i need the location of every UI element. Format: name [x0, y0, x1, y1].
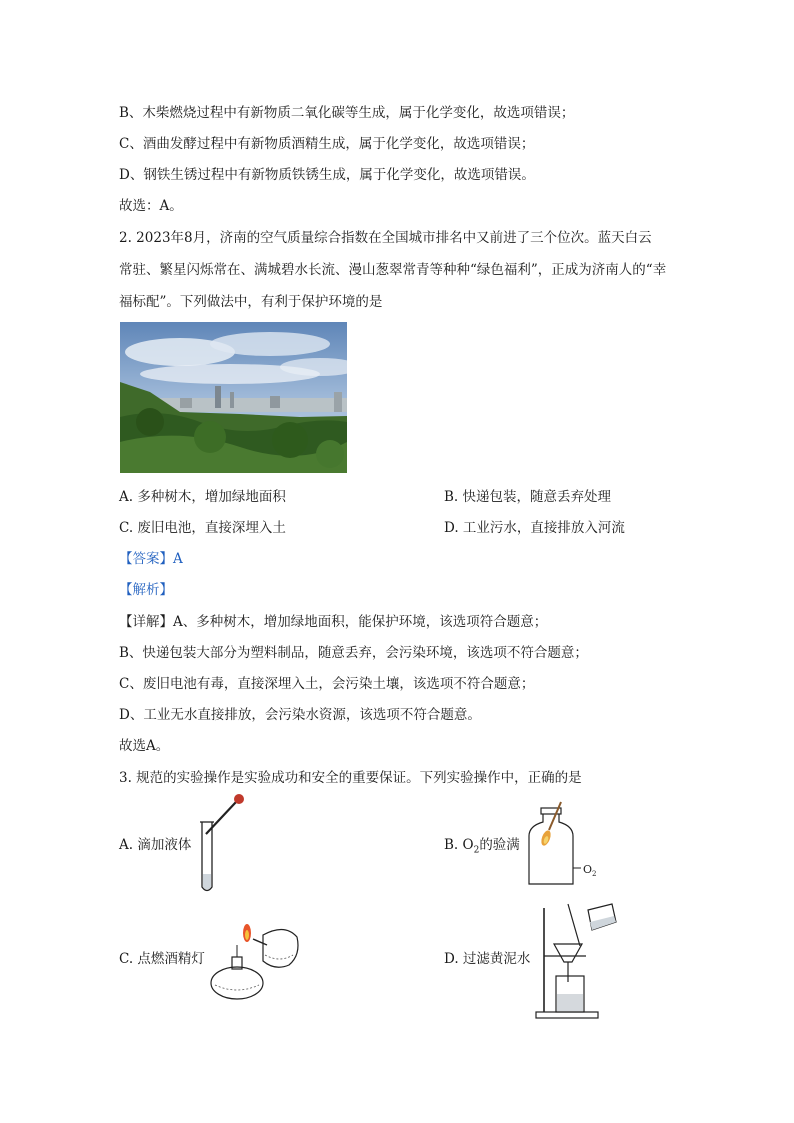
text-line: C、酒曲发酵过程中有新物质酒精生成，属于化学变化，故选项错误； — [119, 136, 535, 152]
o2-gas-bottle-figure — [525, 800, 615, 890]
city-landscape-photo — [120, 322, 347, 473]
q2-stem: 常驻、繁星闪烁常在、满城碧水长流、漫山葱翠常青等种种“绿色福利”，正成为济南人的“幸 — [119, 262, 667, 278]
q3-option-b: B. $O_2$的验满 — [444, 837, 520, 856]
detail-line: C、废旧电池有毒，直接深埋入土，会污染土壤，该选项不符合题意； — [119, 676, 535, 692]
q2-option-b: B. 快递包装，随意丢弃处理 — [444, 489, 612, 505]
o2-label: $O_2$ — [583, 863, 597, 878]
detail-line: D、工业无水直接排放，会污染水资源，该选项不符合题意。 — [119, 707, 481, 723]
q3-option-d: D. 过滤黄泥水 — [444, 951, 531, 967]
q2-stem: 福标配”。下列做法中，有利于保护环境的是 — [119, 294, 383, 310]
q2-option-c: C. 废旧电池，直接深埋入土 — [119, 520, 286, 536]
answer-label: 【答案】A — [119, 551, 183, 567]
text-line: D、钢铁生锈过程中有新物质铁锈生成，属于化学变化，故选项错误。 — [119, 167, 535, 183]
detail-line: B、快递包装大部分为塑料制品，随意丢弃，会污染环境，该选项不符合题意； — [119, 645, 588, 661]
q2-option-a: A. 多种树木，增加绿地面积 — [119, 489, 286, 505]
dropper-test-tube-figure — [190, 792, 250, 897]
text-line: 故选：A。 — [119, 198, 183, 214]
detail-line: 【详解】A、多种树木，增加绿地面积，能保护环境，该选项符合题意； — [119, 614, 548, 630]
q3-stem: 3. 规范的实验操作是实验成功和安全的重要保证。下列实验操作中，正确的是 — [119, 770, 582, 786]
analysis-label: 【解析】 — [119, 582, 173, 598]
q2-stem: 2. 2023年8月，济南的空气质量综合指数在全国城市排名中又前进了三个位次。蓝天白云 — [119, 230, 652, 246]
text-line: B、木柴燃烧过程中有新物质二氧化碳等生成，属于化学变化，故选项错误； — [119, 105, 575, 121]
select-line: 故选A。 — [119, 738, 170, 754]
q3-option-a: A. 滴加液体 — [119, 837, 192, 853]
alcohol-lamp-lighting-figure — [205, 915, 305, 1005]
q2-option-d: D. 工业污水，直接排放入河流 — [444, 520, 625, 536]
filtration-apparatus-figure — [530, 900, 620, 1022]
q3-option-c: C. 点燃酒精灯 — [119, 951, 205, 967]
